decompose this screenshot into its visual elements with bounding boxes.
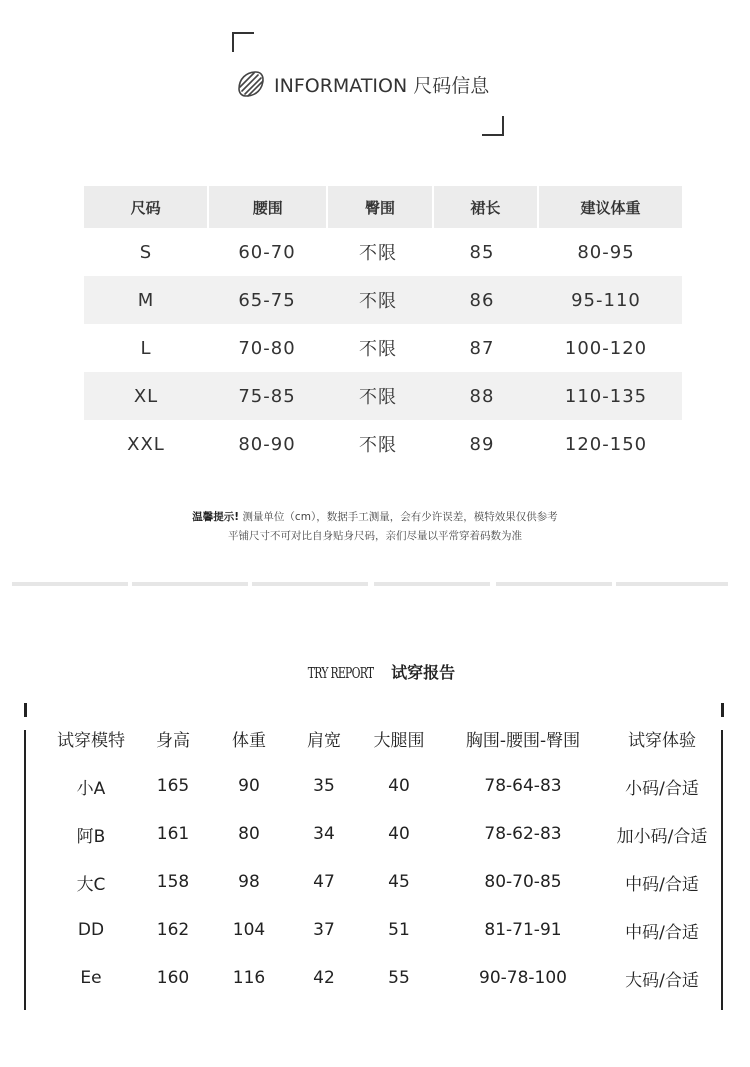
size-header-cell: 裙长 bbox=[434, 186, 537, 228]
table-cell: 98 bbox=[238, 872, 260, 892]
table-cell: 47 bbox=[313, 872, 335, 892]
try-header-cell: 肩宽 bbox=[307, 730, 341, 751]
table-cell: 110-135 bbox=[564, 385, 648, 407]
table-cell: 87 bbox=[469, 337, 495, 359]
table-cell: 104 bbox=[232, 920, 266, 940]
table-row bbox=[48, 762, 714, 810]
table-row bbox=[84, 372, 682, 420]
table-cell: 37 bbox=[313, 920, 335, 940]
table-row bbox=[48, 954, 714, 1002]
table-cell: 中码/合适 bbox=[625, 874, 699, 895]
table-cell: 78-62-83 bbox=[484, 824, 562, 844]
measurement-note-line1 bbox=[0, 509, 750, 526]
try-header-cell: 胸围-腰围-臀围 bbox=[465, 730, 581, 751]
table-cell: XXL bbox=[127, 433, 165, 455]
size-header-cell: 腰围 bbox=[209, 186, 326, 228]
try-header-cell: 体重 bbox=[232, 730, 266, 751]
table-cell: Ee bbox=[80, 968, 102, 988]
table-cell: 不限 bbox=[359, 435, 397, 456]
table-cell: 80-70-85 bbox=[484, 872, 562, 892]
table-cell: 小A bbox=[76, 778, 106, 799]
table-cell: 不限 bbox=[359, 339, 397, 360]
table-cell: 90 bbox=[238, 776, 260, 796]
section-divider bbox=[252, 582, 368, 586]
table-cell: 75-85 bbox=[238, 385, 296, 407]
size-header-cell: 尺码 bbox=[84, 186, 207, 228]
table-cell: 加小码/合适 bbox=[616, 826, 708, 847]
table-cell: 80-90 bbox=[238, 433, 296, 455]
try-header-cell: 试穿体验 bbox=[628, 730, 696, 751]
table-cell: 大C bbox=[76, 874, 106, 895]
table-cell: 86 bbox=[469, 289, 495, 311]
table-cell: 阿B bbox=[76, 826, 106, 847]
table-row bbox=[48, 810, 714, 858]
frame-marker-left bbox=[24, 703, 27, 717]
table-cell: DD bbox=[77, 920, 105, 940]
table-cell: 89 bbox=[469, 433, 495, 455]
note-text-line2: 平铺尺寸不可对比自身贴身尺码，亲们尽量以平常穿着码数为准 bbox=[228, 530, 522, 542]
size-table bbox=[84, 186, 682, 468]
table-row bbox=[84, 276, 682, 324]
table-cell: 大码/合适 bbox=[625, 970, 699, 991]
table-cell: 160 bbox=[156, 968, 190, 988]
table-cell: 120-150 bbox=[564, 433, 648, 455]
info-title-text: INFORMATION 尺码信息 bbox=[274, 74, 490, 97]
table-cell: 60-70 bbox=[238, 241, 296, 263]
note-text-line1: 测量单位（cm），数据手工测量，会有少许误差，模特效果仅供参考 bbox=[242, 511, 558, 523]
table-cell: S bbox=[139, 241, 153, 263]
table-cell: XL bbox=[133, 385, 159, 407]
try-header-cell: 试穿模特 bbox=[57, 730, 125, 751]
table-cell: 100-120 bbox=[564, 337, 648, 359]
section-divider bbox=[12, 582, 128, 586]
table-cell: 中码/合适 bbox=[625, 922, 699, 943]
try-report-table bbox=[48, 714, 714, 1002]
table-cell: 70-80 bbox=[238, 337, 296, 359]
table-cell: 78-64-83 bbox=[484, 776, 562, 796]
frame-marker-right bbox=[721, 703, 724, 717]
table-cell: 80 bbox=[238, 824, 260, 844]
table-row bbox=[48, 906, 714, 954]
section-divider bbox=[616, 582, 728, 586]
table-cell: 小码/合适 bbox=[625, 778, 699, 799]
info-section-title bbox=[236, 68, 489, 100]
table-row bbox=[48, 858, 714, 906]
table-cell: 65-75 bbox=[238, 289, 296, 311]
size-header-cell: 建议体重 bbox=[539, 186, 682, 228]
table-cell: 116 bbox=[232, 968, 266, 988]
table-cell: 42 bbox=[313, 968, 335, 988]
table-cell: 35 bbox=[313, 776, 335, 796]
table-row bbox=[84, 228, 682, 276]
try-header-cell: 身高 bbox=[156, 730, 190, 751]
table-cell: 不限 bbox=[359, 387, 397, 408]
table-row bbox=[84, 420, 682, 468]
section-divider bbox=[374, 582, 490, 586]
try-report-title-zh: 试穿报告 bbox=[391, 663, 456, 682]
table-cell: M bbox=[137, 289, 155, 311]
table-cell: 158 bbox=[156, 872, 190, 892]
table-cell: 51 bbox=[388, 920, 410, 940]
table-cell: 80-95 bbox=[577, 241, 635, 263]
corner-bracket-top-left bbox=[232, 32, 254, 52]
table-cell: 40 bbox=[388, 776, 410, 796]
table-cell: 95-110 bbox=[571, 289, 641, 311]
table-cell: 45 bbox=[388, 872, 410, 892]
corner-bracket-bottom-right bbox=[482, 116, 504, 136]
measurement-note-line2 bbox=[0, 528, 750, 545]
try-header-cell: 大腿围 bbox=[373, 730, 425, 751]
table-cell: 34 bbox=[313, 824, 335, 844]
table-cell: 162 bbox=[156, 920, 190, 940]
frame-line-right bbox=[721, 730, 723, 1010]
table-cell: 55 bbox=[388, 968, 410, 988]
table-cell: 不限 bbox=[359, 291, 397, 312]
section-divider bbox=[496, 582, 612, 586]
size-table-header bbox=[84, 186, 682, 228]
frame-line-left bbox=[24, 730, 26, 1010]
table-cell: 81-71-91 bbox=[484, 920, 562, 940]
table-cell: 165 bbox=[156, 776, 190, 796]
try-table-header bbox=[48, 714, 714, 762]
table-cell: 不限 bbox=[359, 243, 397, 264]
table-row bbox=[84, 324, 682, 372]
table-cell: L bbox=[140, 337, 152, 359]
table-cell: 40 bbox=[388, 824, 410, 844]
table-cell: 85 bbox=[469, 241, 495, 263]
section-divider bbox=[132, 582, 248, 586]
size-header-cell: 臀围 bbox=[328, 186, 431, 228]
table-cell: 88 bbox=[469, 385, 495, 407]
table-cell: 90-78-100 bbox=[479, 968, 567, 988]
table-cell: 161 bbox=[156, 824, 190, 844]
try-report-title bbox=[0, 660, 750, 683]
striped-leaf-icon bbox=[236, 69, 266, 99]
try-report-title-en: TRY REPORT bbox=[307, 664, 374, 682]
note-label: 温馨提示! bbox=[192, 511, 240, 523]
